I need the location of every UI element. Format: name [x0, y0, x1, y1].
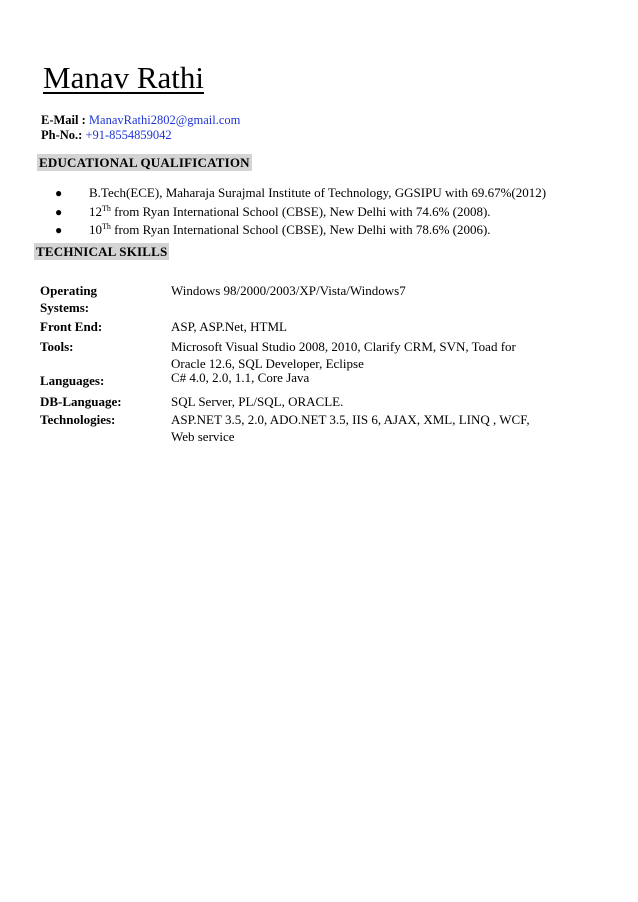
skill-value-db: SQL Server, PL/SQL, ORACLE.: [171, 394, 344, 409]
phone-line: [41, 127, 172, 143]
education-list: [55, 184, 546, 240]
list-item: [55, 184, 546, 203]
email-line: [41, 112, 240, 128]
education-heading: EDUCATIONAL QUALIFICATION: [39, 155, 250, 170]
skill-label-db: DB-Language:: [40, 394, 122, 409]
skill-label-technologies: Technologies:: [40, 412, 116, 427]
email-link[interactable]: ManavRathi2802@gmail.com: [88, 113, 241, 127]
skill-value-languages: C# 4.0, 2.0, 1.1, Core Java: [171, 370, 310, 385]
skill-value-technologies: ASP.NET 3.5, 2.0, ADO.NET 3.5, IIS 6, AJAX, XML, LINQ , WCF, Web service: [171, 412, 530, 444]
bullet-icon: ●: [55, 204, 63, 219]
education-grade-suffix: Th: [102, 203, 111, 213]
skill-label-os: Operating Systems:: [40, 283, 98, 315]
education-text: from Ryan International School (CBSE), New Delhi with 74.6% (2008).: [110, 203, 491, 219]
candidate-name: Manav Rathi: [43, 60, 204, 95]
education-grade: 10: [89, 222, 102, 237]
education-text: from Ryan International School (CBSE), New Delhi with 78.6% (2006).: [110, 222, 491, 237]
skill-label-languages: Languages:: [40, 373, 105, 388]
skill-value-tools: Microsoft Visual Studio 2008, 2010, Clarify CRM, SVN, Toad for Oracle 12.6, SQL Developer, Eclipse: [171, 339, 516, 371]
skill-label-frontend: Front End:: [40, 319, 103, 334]
phone-label: Ph-No.:: [41, 128, 83, 142]
education-text: B.Tech(ECE), Maharaja Surajmal Institute of Technology, GGSIPU with 69.67%(2012): [89, 185, 547, 200]
list-item: [55, 221, 546, 240]
skill-label-tools: Tools:: [40, 339, 74, 354]
education-grade-suffix: Th: [102, 222, 111, 231]
email-label: E-Mail :: [41, 113, 86, 127]
skill-value-os: Windows 98/2000/2003/XP/Vista/Windows7: [171, 283, 406, 298]
skill-value-frontend: ASP, ASP.Net, HTML: [171, 319, 287, 334]
phone-link[interactable]: +91-8554859042: [85, 128, 172, 142]
bullet-icon: ●: [55, 223, 63, 237]
education-grade: 12: [89, 203, 102, 219]
list-item: [55, 203, 546, 222]
skills-heading: TECHNICAL SKILLS: [36, 244, 168, 259]
bullet-icon: ●: [55, 186, 63, 200]
